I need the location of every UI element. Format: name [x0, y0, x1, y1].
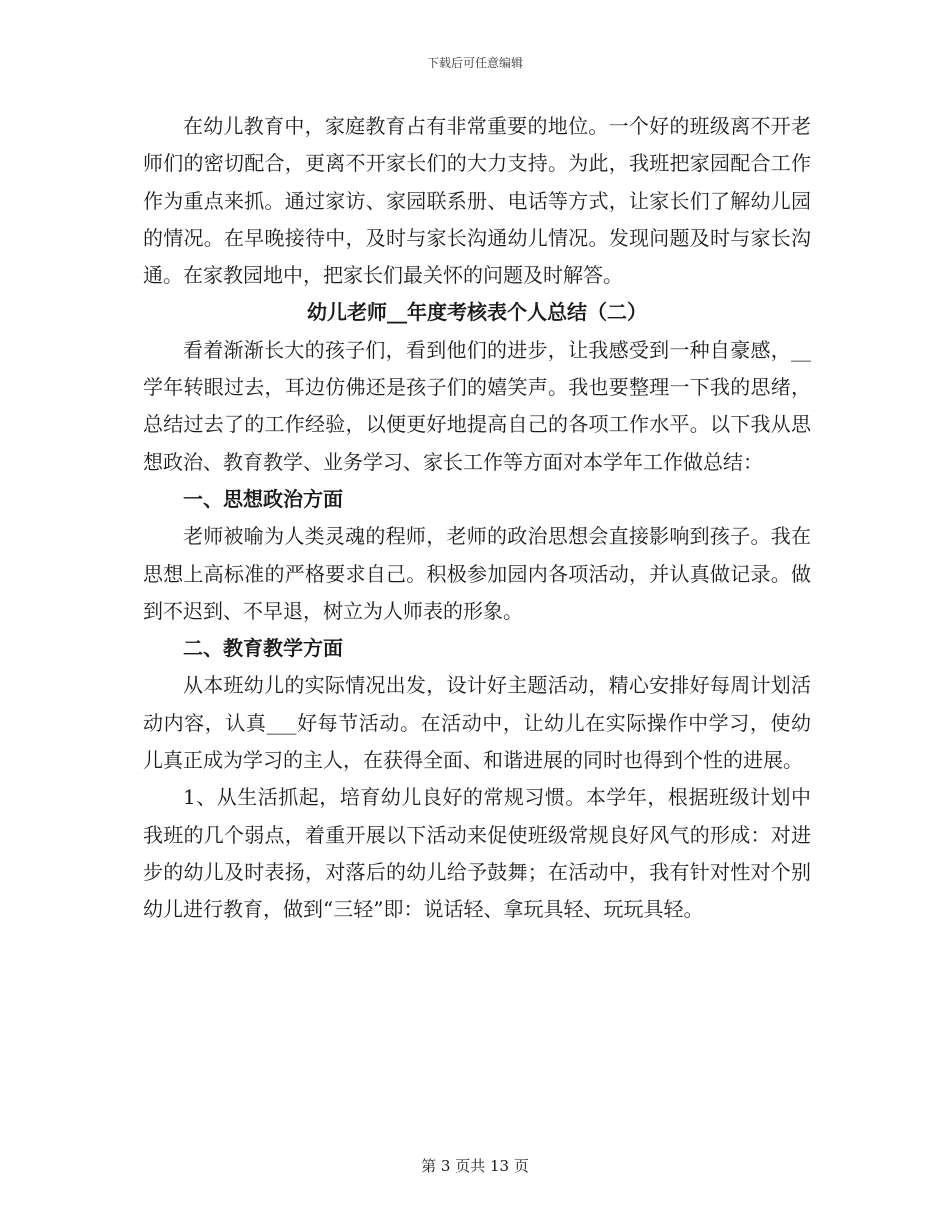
paragraph-habits: 1、从生活抓起，培育幼儿良好的常规习惯。本学年，根据班级计划中我班的几个弱点，着重开展以下活动来促使班级常规良好风气的形成：对进步的幼儿及时表扬，对落后的幼儿给予鼓舞；在活动中，我有针对性对个别幼儿进行教育，做到“三轻”即：说话轻、拿玩具轻、玩玩具轻。 — [143, 785, 811, 922]
paragraph-home-school: 在幼儿教育中，家庭教育占有非常重要的地位。一个好的班级离不开老师们的密切配合，更离不开家长们的大力支持。为此，我班把家园配合工作作为重点来抓。通过家访、家园联系册、电话等方式，让家长们了解幼儿园的情况。在早晚接待中，及时与家长沟通幼儿情况。发现问题及时与家长沟通。在家教园地中，把家长们最关怀的问题及时解答。 — [143, 114, 811, 288]
paragraph-teaching: 从本班幼儿的实际情况出发，设计好主题活动，精心安排好每周计划活动内容，认真___好每节活动。在活动中，让幼儿在实际操作中学习，使幼儿真正成为学习的主人，在获得全面、和谐进展的同时也得到个性的进展。 — [143, 673, 811, 773]
paragraph-intro: 看着渐渐长大的孩子们，看到他们的进步，让我感受到一种自豪感，__学年转眼过去，耳边仿佛还是孩子们的嬉笑声。我也要整理一下我的思绪，总结过去了的工作经验，以便更好地提高自己的各项工作水平。以下我从思想政治、教育教学、业务学习、家长工作等方面对本学年工作做总结： — [143, 337, 811, 474]
heading-ideology: 一、思想政治方面 — [183, 486, 343, 511]
page-header: 下载后可任意编辑 — [426, 56, 523, 70]
document-body — [143, 108, 811, 929]
paragraph-ideology: 老师被喻为人类灵魂的程师，老师的政治思想会直接影响到孩子。我在思想上高标准的严格要求自己。积极参加园内各项活动，并认真做记录。做到不迟到、不早退，树立为人师表的形象。 — [143, 524, 811, 623]
section-title: 幼儿老师__年度考核表个人总结（二） — [307, 300, 647, 325]
heading-teaching: 二、教育教学方面 — [183, 636, 343, 661]
page-number: 第 3 页共 13 页 — [421, 1157, 529, 1175]
